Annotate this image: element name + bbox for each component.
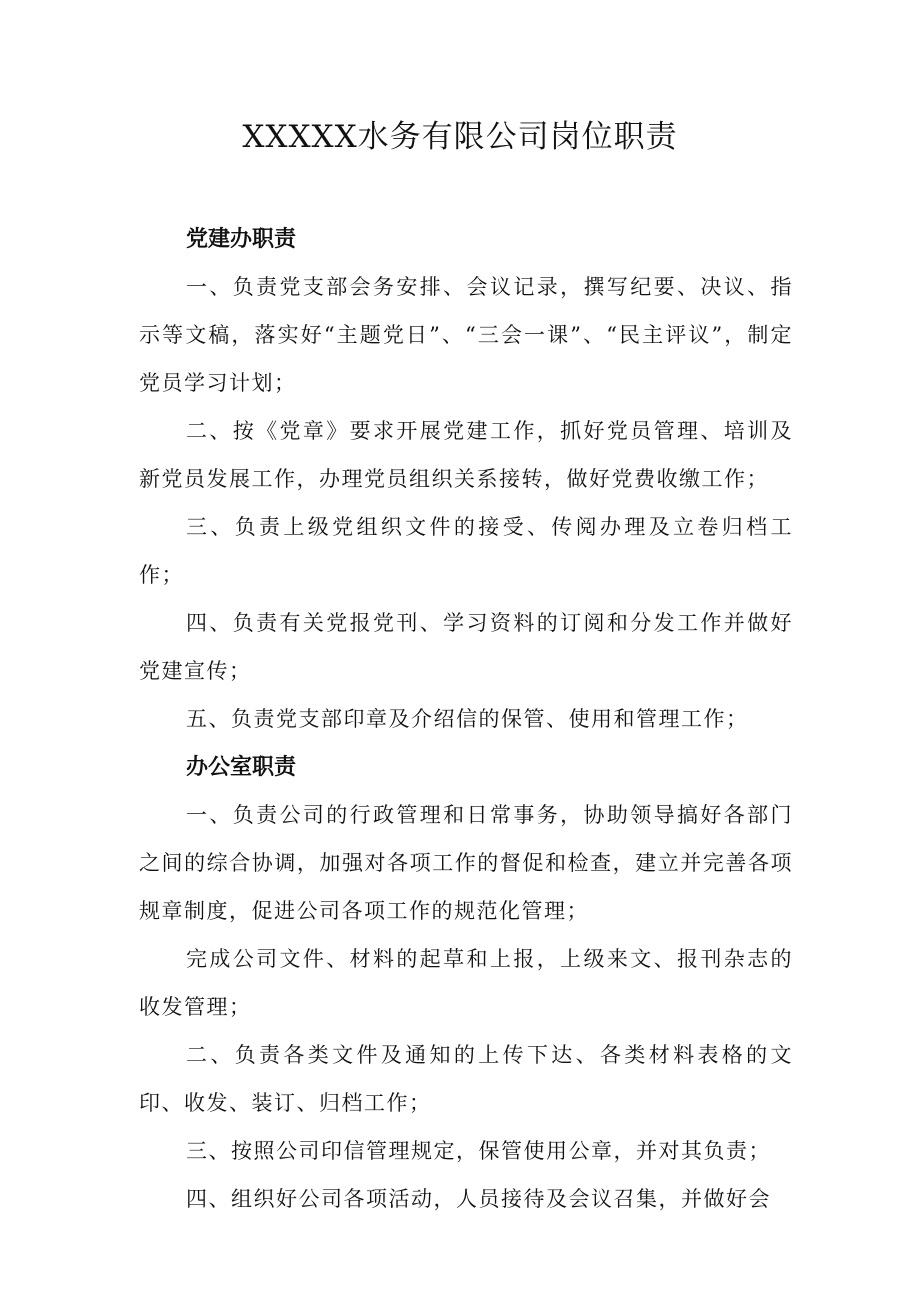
paragraph: 五、负责党支部印章及介绍信的保管、使用和管理工作； — [186, 707, 749, 731]
paragraph: 一、负责公司的行政管理和日常事务，协助领导搞好各部门之间的综合协调，加强对各项工作的督促和检查，建立并完善各项规章制度，促进公司各项工作的规范化管理； — [139, 803, 793, 923]
paragraph: 二、按《党章》要求开展党建工作，抓好党员管理、培训及新党员发展工作，办理党员组织关系接转，做好党费收缴工作； — [139, 419, 793, 491]
paragraph: 四、组织好公司各项活动，人员接待及会议召集，并做好会 — [186, 1187, 771, 1211]
section-heading: 办公室职责 — [186, 754, 297, 780]
document-title: XXXXX水务有限公司岗位职责 — [242, 119, 678, 155]
paragraph: 一、负责党支部会务安排、会议记录，撰写纪要、决议、指示等文稿，落实好“主题党日”、“三会一课”、“民主评议”，制定党员学习计划； — [139, 275, 793, 395]
paragraph: 二、负责各类文件及通知的上传下达、各类材料表格的文印、收发、装订、归档工作； — [139, 1043, 793, 1115]
paragraph: 完成公司文件、材料的起草和上报，上级来文、报刊杂志的收发管理； — [139, 947, 793, 1019]
section-party-office — [139, 215, 793, 743]
section-general-office — [139, 743, 793, 1223]
document-body — [139, 215, 793, 1223]
paragraph: 四、负责有关党报党刊、学习资料的订阅和分发工作并做好党建宣传； — [139, 611, 793, 683]
section-heading: 党建办职责 — [186, 226, 297, 252]
paragraph: 三、按照公司印信管理规定，保管使用公章，并对其负责； — [186, 1139, 771, 1163]
paragraph: 三、负责上级党组织文件的接受、传阅办理及立卷归档工作； — [139, 515, 793, 587]
